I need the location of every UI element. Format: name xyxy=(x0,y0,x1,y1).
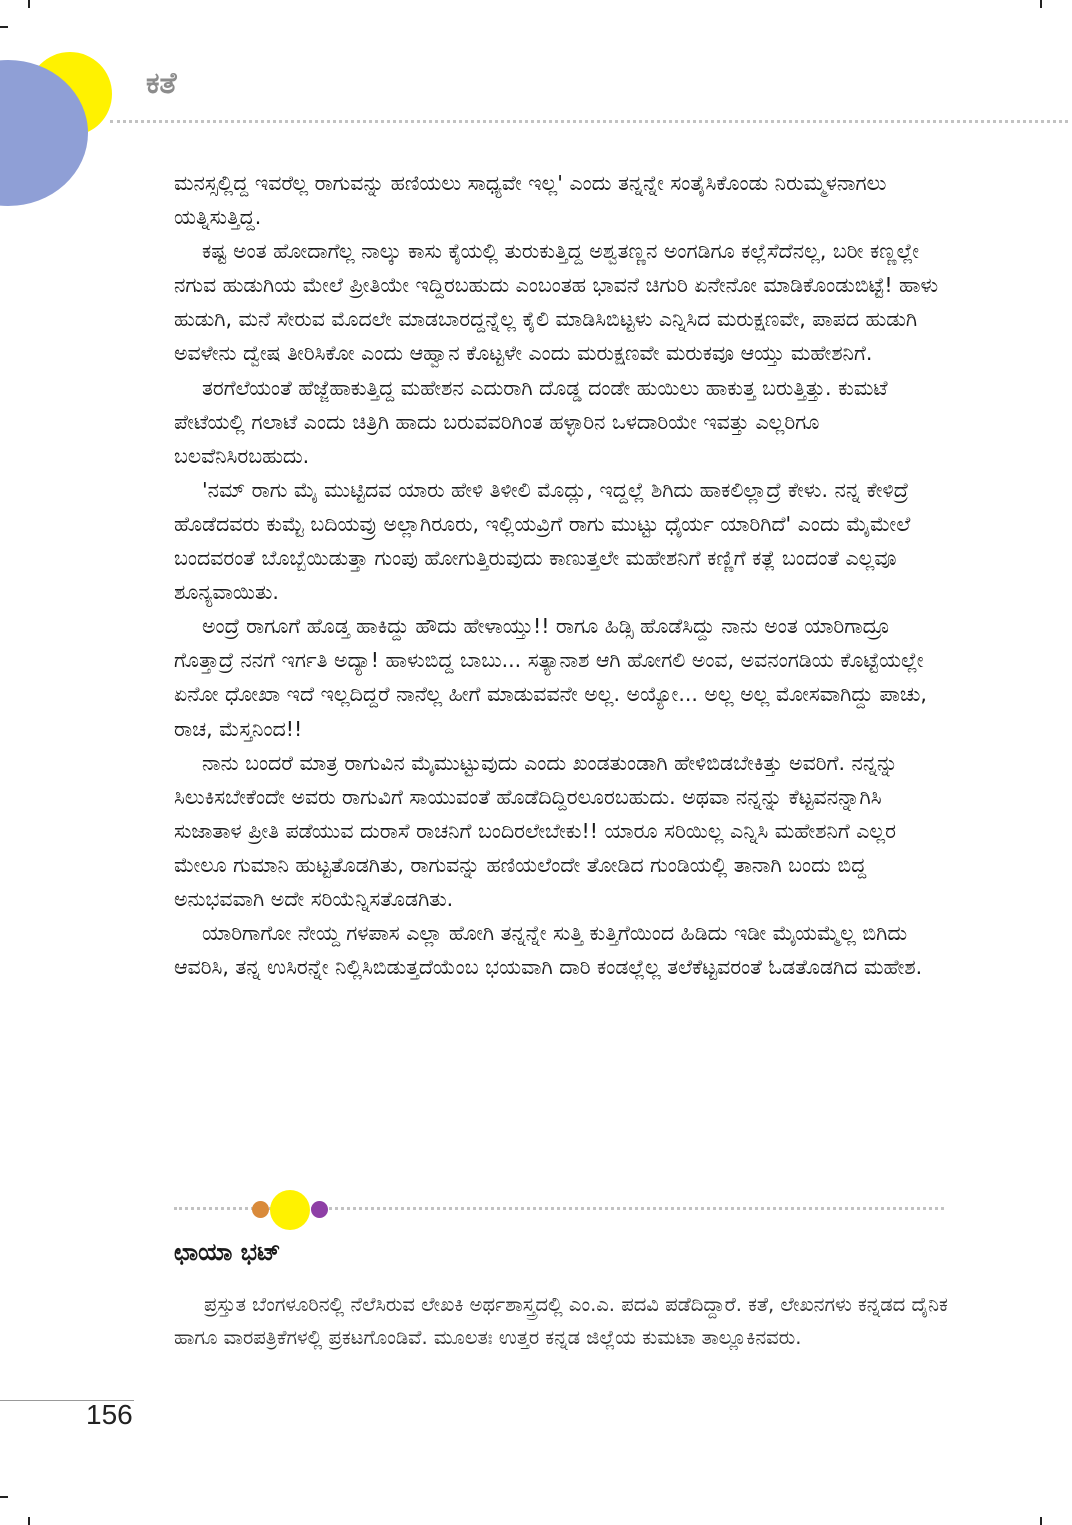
story-paragraph: 'ನಮ್ ರಾಗು ಮೈ ಮುಟ್ಟಿದವ ಯಾರು ಹೇಳಿ ತಿಳೀಲಿ ಮೊದ್ಲು, ಇದ್ದಲ್ಲೆ ಶಿಗಿದು ಹಾಕಲಿಲ್ಲಾದ್ರೆ ಕೇಳು. ನನ್ನ ಕೇಳಿದ್ರೆ ಹೊಡೆದವರು ಕುಮ್ಟೆ ಬದಿಯವ್ರು ಅಲ್ಲಾಗಿರೂರು, ಇಲ್ಲಿಯವ್ರಿಗೆ ರಾಗು ಮುಟ್ಟು ಧೈರ್ಯ ಯಾರಿಗಿದೆ' ಎಂದು ಮೈಮೇಲೆ ಬಂದವರಂತೆ ಬೊಬ್ಬೆಯಿಡುತ್ತಾ ಗುಂಪು ಹೋಗುತ್ತಿರುವುದು ಕಾಣುತ್ತಲೇ ಮಹೇಶನಿಗೆ ಕಣ್ಣಿಗೆ ಕತ್ಲೆ ಬಂದಂತೆ ಎಲ್ಲವೂ ಶೂನ್ಯವಾಯಿತು. xyxy=(174,477,911,605)
author-name: ಛಾಯಾ ಭಟ್ xyxy=(174,1238,281,1266)
crop-mark-bottom-left xyxy=(28,1517,30,1525)
story-paragraph: ಕಷ್ಟ ಅಂತ ಹೋದಾಗೆಲ್ಲ ನಾಲ್ಕು ಕಾಸು ಕೈಯಲ್ಲಿ ತುರುಕುತ್ತಿದ್ದ ಅಶ್ವತಣ್ಣನ ಅಂಗಡಿಗೂ ಕಲ್ಲೆಸೆದೆನಲ್ಲ, ಬರೀ ಕಣ್ಣಲ್ಲೇ ನಗುವ ಹುಡುಗಿಯ ಮೇಲೆ ಪ್ರೀತಿಯೇ ಇದ್ದಿರಬಹುದು ಎಂಬಂತಹ ಭಾವನೆ ಚಿಗುರಿ ಏನೇನೋ ಮಾಡಿಕೊಂಡುಬಿಟ್ಟೆ! ಹಾಳು ಹುಡುಗಿ, ಮನೆ ಸೇರುವ ಮೊದಲೇ ಮಾಡಬಾರದ್ದನ್ನೆಲ್ಲ ಕೈಲಿ ಮಾಡಿಸಿಬಿಟ್ಟಳು ಎನ್ನಿಸಿದ ಮರುಕ್ಷಣವೇ, ಪಾಪದ ಹುಡುಗಿ ಅವಳೇನು ದ್ವೇಷ ತೀರಿಸಿಕೋ ಎಂದು ಆಹ್ವಾನ ಕೊಟ್ಟಳೇ ಎಂದು ಮರುಕ್ಷಣವೇ ಮರುಕವೂ ಆಯ್ತು ಮಹೇಶನಿಗೆ. xyxy=(174,239,939,366)
author-bio-text: ಪ್ರಸ್ತುತ ಬೆಂಗಳೂರಿನಲ್ಲಿ ನೆಲೆಸಿರುವ ಲೇಖಕಿ ಅರ್ಥಶಾಸ್ತ್ರದಲ್ಲಿ ಎಂ.ಎ. ಪದವಿ ಪಡೆದಿದ್ದಾರೆ. ಕತೆ, ಲೇಖನಗಳು ಕನ್ನಡದ ದೈನಿಕ ಹಾಗೂ ವಾರಪತ್ರಿಕೆಗಳಲ್ಲಿ ಪ್ರಕಟಗೊಂಡಿವೆ. ಮೂಲತಃ ಉತ್ತರ ಕನ್ನಡ ಜಿಲ್ಲೆಯ ಕುಮಟಾ ತಾಲ್ಲೂಕಿನವರು. xyxy=(174,1293,948,1349)
story-body xyxy=(174,166,946,984)
section-title: ಕತೆ xyxy=(146,66,177,101)
crop-mark-left-top xyxy=(0,26,8,28)
separator-yellow-dot xyxy=(270,1190,310,1230)
crop-mark-top-right xyxy=(1040,0,1042,8)
story-paragraph: ಯಾರಿಗಾಗೋ ನೇಯ್ದ ಗಳಪಾಸ ಎಲ್ಲಾ ಹೋಗಿ ತನ್ನನ್ನೇ ಸುತ್ತಿ ಕುತ್ತಿಗೆಯಿಂದ ಹಿಡಿದು ಇಡೀ ಮೈಯಮ್ಮೆಲ್ಲ ಬಿಗಿದು ಆವರಿಸಿ, ತನ್ನ ಉಸಿರನ್ನೇ ನಿಲ್ಲಿಸಿಬಿಡುತ್ತದೆಯೆಂಬ ಭಯವಾಗಿ ದಾರಿ ಕಂಡಲ್ಲೆಲ್ಲ ತಲೆಕೆಟ್ಟವರಂತೆ ಓಡತೊಡಗಿದ ಮಹೇಶ. xyxy=(174,921,923,980)
crop-mark-left-bottom xyxy=(0,1496,8,1498)
story-paragraph: ತರಗೆಲೆಯಂತೆ ಹೆಜ್ಜೆಹಾಕುತ್ತಿದ್ದ ಮಹೇಶನ ಎದುರಾಗಿ ದೊಡ್ಡ ದಂಡೇ ಹುಯಿಲು ಹಾಕುತ್ತ ಬರುತ್ತಿತ್ತು. ಕುಮಟೆ ಪೇಟೆಯಲ್ಲಿ ಗಲಾಟೆ ಎಂದು ಚಿತ್ರಿಗಿ ಹಾದು ಬರುವವರಿಗಿಂತ ಹಳ್ಳಾರಿನ ಒಳದಾರಿಯೇ ಇವತ್ತು ಎಲ್ಲರಿಗೂ ಬಲವೆನಿಸಿರಬಹುದು. xyxy=(174,375,888,468)
page-number: 156 xyxy=(86,1399,133,1430)
author-bio xyxy=(174,1288,949,1354)
crop-mark-top-left xyxy=(28,0,30,8)
separator-purple-dot xyxy=(311,1201,328,1218)
story-paragraph: ನಾನು ಬಂದರೆ ಮಾತ್ರ ರಾಗುವಿನ ಮೈಮುಟ್ಟುವುದು ಎಂದು ಖಂಡತುಂಡಾಗಿ ಹೇಳಿಬಿಡಬೇಕಿತ್ತು ಅವರಿಗೆ. ನನ್ನನ್ನು ಸಿಲುಕಿಸಬೇಕೆಂದೇ ಅವರು ರಾಗುವಿಗೆ ಸಾಯುವಂತೆ ಹೊಡೆದಿದ್ದಿರಲೂರಬಹುದು. ಅಥವಾ ನನ್ನನ್ನು ಕೆಟ್ಟವನನ್ನಾಗಿಸಿ ಸುಜಾತಾಳ ಪ್ರೀತಿ ಪಡೆಯುವ ದುರಾಸೆ ರಾಚನಿಗೆ ಬಂದಿರಲೇಬೇಕು!! ಯಾರೂ ಸರಿಯಿಲ್ಲ ಎನ್ನಿಸಿ ಮಹೇಶನಿಗೆ ಎಲ್ಲರ ಮೇಲೂ ಗುಮಾನಿ ಹುಟ್ಟತೊಡಗಿತು, ರಾಗುವನ್ನು ಹಣಿಯಲೆಂದೇ ತೋಡಿದ ಗುಂಡಿಯಲ್ಲಿ ತಾನಾಗಿ ಬಂದು ಬಿದ್ದ ಅನುಭವವಾಗಿ ಅದೇ ಸರಿಯೆನ್ನಿಸತೊಡಗಿತು. xyxy=(174,750,898,911)
separator-orange-dot xyxy=(252,1201,269,1218)
header-dotted-rule xyxy=(110,120,1068,123)
story-paragraph: ಮನಸ್ಸಲ್ಲಿದ್ದ ಇವರೆಲ್ಲ ರಾಗುವನ್ನು ಹಣಿಯಲು ಸಾಧ್ಯವೇ ಇಲ್ಲ' ಎಂದು ತನ್ನನ್ನೇ ಸಂತೈಸಿಕೊಂಡು ನಿರುಮ್ಮಳನಾಗಲು ಯತ್ನಿಸುತ್ತಿದ್ದ. xyxy=(174,171,887,230)
story-paragraph: ಅಂದ್ರೆ ರಾಗೂಗೆ ಹೊಡ್ತ ಹಾಕಿದ್ದು ಹೌದು ಹೇಳಾಯ್ತು!! ರಾಗೂ ಹಿಡ್ಸಿ ಹೊಡೆಸಿದ್ದು ನಾನು ಅಂತ ಯಾರಿಗಾದ್ರೂ ಗೊತ್ತಾದ್ರೆ ನನಗೆ ಇರ್ಗತಿ ಅದ್ಯಾ! ಹಾಳುಬಿದ್ದ ಬಾಬು... ಸತ್ಯಾನಾಶ ಆಗಿ ಹೋಗಲಿ ಅಂವ, ಅವನಂಗಡಿಯ ಕೊಟ್ಟೆಯಲ್ಲೇ ಏನೋ ಧೋಖಾ ಇದೆ ಇಲ್ಲದಿದ್ದರೆ ನಾನೆಲ್ಲ ಹೀಗೆ ಮಾಡುವವನೇ ಅಲ್ಲ. ಅಯ್ಯೋ... ಅಲ್ಲ ಅಲ್ಲ ಮೋಸವಾಗಿದ್ದು ಪಾಚು, ರಾಚ, ಮೆಸ್ತನಿಂದ!! xyxy=(174,614,927,741)
crop-mark-bottom-right xyxy=(1040,1517,1042,1525)
